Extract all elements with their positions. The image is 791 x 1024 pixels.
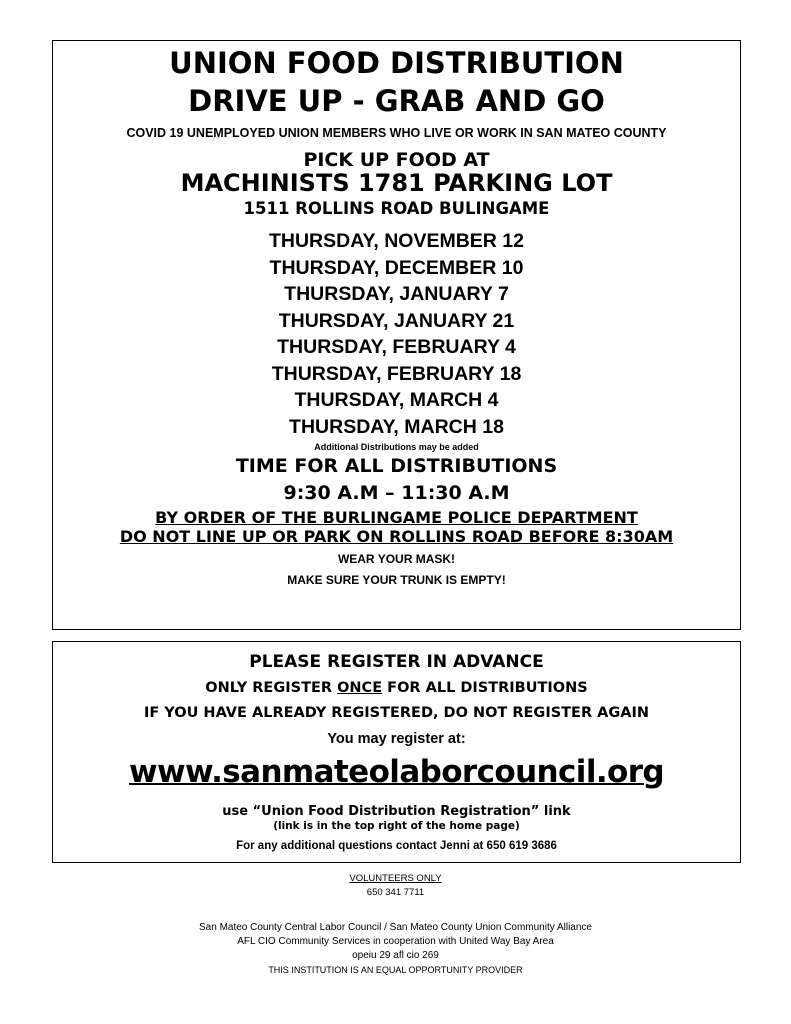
footer-partner-line: AFL CIO Community Services in cooperation with United Way Bay Area xyxy=(237,936,554,947)
distribution-date: THURSDAY, DECEMBER 10 xyxy=(269,256,524,279)
distribution-date: THURSDAY, MARCH 4 xyxy=(294,389,499,411)
event-info-box xyxy=(52,40,741,630)
registration-website-link[interactable]: www.sanmateolaborcouncil.org xyxy=(128,754,665,790)
volunteers-phone: 650 341 7711 xyxy=(366,887,425,898)
footer-equal-opportunity: THIS INSTITUTION IS AN EQUAL OPPORTUNITY PROVIDER xyxy=(268,965,523,975)
link-location-note: (link is in the top right of the home page) xyxy=(273,820,520,832)
trunk-note: MAKE SURE YOUR TRUNK IS EMPTY! xyxy=(287,573,506,587)
distribution-date: THURSDAY, FEBRUARY 4 xyxy=(277,336,516,358)
footer-union-line: opeiu 29 afl cio 269 xyxy=(352,950,439,961)
flyer-title-line2: DRIVE UP - GRAB AND GO xyxy=(188,84,605,118)
police-order-line2: DO NOT LINE UP OR PARK ON ROLLINS ROAD BEFORE 8:30AM xyxy=(119,527,674,546)
register-once-emphasis: ONCE xyxy=(337,680,383,696)
pickup-label: PICK UP FOOD AT xyxy=(303,149,490,171)
register-once-note xyxy=(53,676,740,701)
already-registered-note: IF YOU HAVE ALREADY REGISTERED, DO NOT REGISTER AGAIN xyxy=(143,705,650,721)
register-heading: PLEASE REGISTER IN ADVANCE xyxy=(249,652,544,672)
distribution-dates-list xyxy=(53,228,740,440)
distribution-date: THURSDAY, JANUARY 7 xyxy=(284,283,509,305)
volunteers-label: VOLUNTEERS ONLY xyxy=(349,873,442,884)
distribution-date: THURSDAY, NOVEMBER 12 xyxy=(268,230,524,252)
additional-distributions-note: Additional Distributions may be added xyxy=(314,442,479,452)
time-value: 9:30 A.M – 11:30 A.M xyxy=(283,482,510,504)
register-once-suffix: FOR ALL DISTRIBUTIONS xyxy=(382,680,588,696)
contact-info: For any additional questions contact Jenni at 650 619 3686 xyxy=(236,840,557,852)
registration-box xyxy=(52,641,741,863)
time-heading: TIME FOR ALL DISTRIBUTIONS xyxy=(235,455,558,477)
register-once-prefix: ONLY REGISTER xyxy=(205,680,338,696)
distribution-date: THURSDAY, JANUARY 21 xyxy=(278,309,515,332)
may-register-label: You may register at: xyxy=(327,731,466,747)
location-name: MACHINISTS 1781 PARKING LOT xyxy=(180,169,613,197)
distribution-date: THURSDAY, MARCH 18 xyxy=(289,415,504,438)
mask-note: WEAR YOUR MASK! xyxy=(337,552,456,566)
distribution-date: THURSDAY, FEBRUARY 18 xyxy=(271,362,522,385)
eligibility-text: COVID 19 UNEMPLOYED UNION MEMBERS WHO LIVE OR WORK IN SAN MATEO COUNTY xyxy=(126,126,667,140)
location-address: 1511 ROLLINS ROAD BULINGAME xyxy=(243,199,550,218)
footer-org-line: San Mateo County Central Labor Council / San Mateo County Union Community Alliance xyxy=(199,922,592,933)
police-order-line1: BY ORDER OF THE BURLINGAME POLICE DEPARTMENT xyxy=(155,508,638,527)
flyer-title-line1: UNION FOOD DISTRIBUTION xyxy=(169,46,624,80)
link-instruction: use “Union Food Distribution Registration” link xyxy=(222,804,571,819)
